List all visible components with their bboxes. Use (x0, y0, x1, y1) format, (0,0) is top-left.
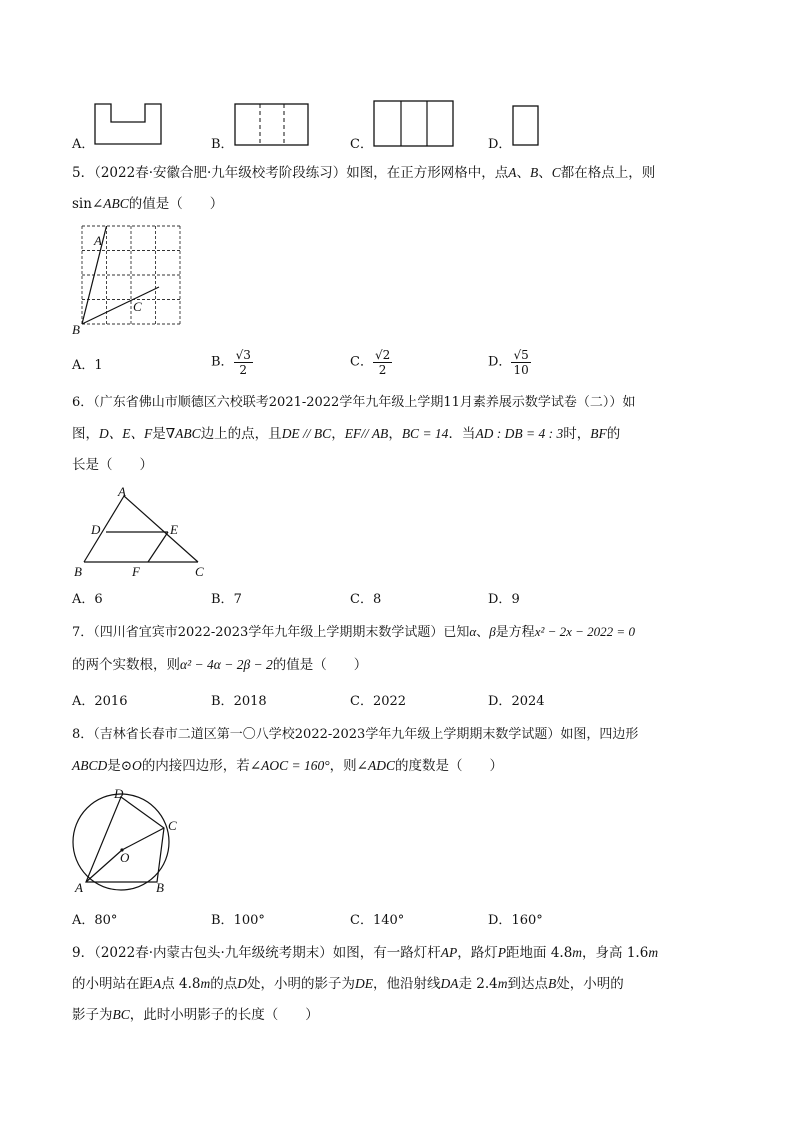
q5-option-d-fraction: $\frac{√5}{10}$ (513, 348, 529, 377)
q5-grid-figure (70, 222, 190, 337)
q6-option-c[interactable]: C．8 (350, 592, 382, 607)
q7-stem-line2: 的两个实数根，则α² − 4α − 2β − 2的值是（ ） (72, 657, 368, 673)
q6-triangle-figure (70, 484, 220, 580)
q7-option-b[interactable]: B．2018 (211, 694, 267, 709)
q9-stem-line3: 影子为BC，此时小明影子的长度（ ） (72, 1007, 319, 1023)
q5-segment-bc (82, 287, 159, 324)
q5-option-b-fraction: $\frac{√3}{2}$ (235, 348, 251, 377)
q5-option-b[interactable]: B． $\frac{√3}{2}$ (211, 348, 251, 377)
q8-option-c[interactable]: C．140° (350, 913, 405, 928)
q4-option-d-label[interactable]: D． (488, 137, 512, 152)
q5-label-c: C (133, 299, 142, 314)
q5-label-a: A (94, 233, 102, 248)
q4-option-a-figure (94, 103, 164, 147)
q6-stem-line3: 长是（ ） (72, 457, 153, 473)
q5-stem-line1: 5．（2022春·安徽合肥·九年级校考阶段练习）如图，在正方形网格中，点A、B、C都在格点上，则 (72, 165, 656, 181)
q6-label-b: B (74, 564, 82, 579)
q6-option-d[interactable]: D．9 (488, 592, 520, 607)
q6-label-a: A (118, 484, 126, 499)
q5-option-c-fraction: $\frac{√2}{2}$ (374, 348, 391, 377)
q5-label-b: B (72, 322, 80, 337)
q8-circle (73, 794, 169, 890)
q4-option-b-figure (234, 103, 310, 147)
q6-label-d: D (91, 522, 101, 537)
q6-stem-line2: 图，D、E、F是∇ABC边上的点，且DE // BC，EF// AB，BC = 14．当AD : DB = 4 : 3时，BF的 (72, 426, 621, 442)
q6-label-e: E (170, 522, 178, 537)
q5-option-c[interactable]: C． $\frac{√2}{2}$ (350, 348, 391, 377)
q4-option-c-figure (373, 100, 455, 148)
q8-circle-figure (66, 786, 186, 896)
q8-quadrilateral (86, 797, 164, 882)
q6-stem-line1: 6．（广东省佛山市顺德区六校联考2021-2022学年九年级上学期11月素养展示数学试卷（二））如 (72, 395, 636, 410)
q8-option-b[interactable]: B．100° (211, 913, 265, 928)
q8-stem-line1: 8．（吉林省长春市二道区第一〇八学校2022-2023学年九年级上学期期末数学试题）如图，四边形 (72, 727, 639, 742)
q8-label-b: B (156, 880, 164, 895)
q8-label-a: A (75, 880, 83, 895)
q8-option-a[interactable]: A．80° (72, 913, 118, 928)
q6-label-c: C (195, 564, 204, 579)
q7-option-a[interactable]: A．2016 (72, 694, 128, 709)
q7-stem-line1: 7．（四川省宜宾市2022-2023学年九年级上学期期末数学试题）已知α、β是方程x² − 2x − 2022 = 0 (72, 624, 635, 640)
q9-stem-line1: 9．（2022春·内蒙古包头·九年级统考期末）如图，有一路灯杆AP，路灯P距地面 4.8m，身高 1.6m (72, 945, 659, 961)
q8-label-c: C (168, 818, 177, 833)
q6-label-f: F (132, 564, 140, 579)
q9-stem-line2: 的小明站在距A点 4.8m的点D处，小明的影子为DE，他沿射线DA走 2.4m到达点B处，小明的 (72, 976, 624, 992)
q8-label-d: D (114, 786, 124, 801)
q6-option-a[interactable]: A．6 (72, 592, 103, 607)
q6-option-b[interactable]: B．7 (211, 592, 242, 607)
q5-option-d[interactable]: D． $\frac{√5}{10}$ (488, 348, 529, 377)
q4-option-a-label[interactable]: A． (72, 137, 95, 152)
q5-option-a[interactable]: A．1 (72, 358, 103, 373)
q4-option-b-label[interactable]: B． (211, 137, 234, 152)
q8-label-o: O (120, 850, 130, 865)
q5-stem-line2: sin∠ABC的值是（ ） (72, 196, 224, 212)
q8-stem-line2: ABCD是⊙O的内接四边形，若∠AOC = 160°，则∠ADC的度数是（ ） (72, 758, 503, 774)
q8-option-d[interactable]: D．160° (488, 913, 543, 928)
q7-option-c[interactable]: C．2022 (350, 694, 407, 709)
q7-option-d[interactable]: D．2024 (488, 694, 545, 709)
q4-option-d-figure (512, 105, 540, 147)
q4-option-c-label[interactable]: C． (350, 137, 373, 152)
